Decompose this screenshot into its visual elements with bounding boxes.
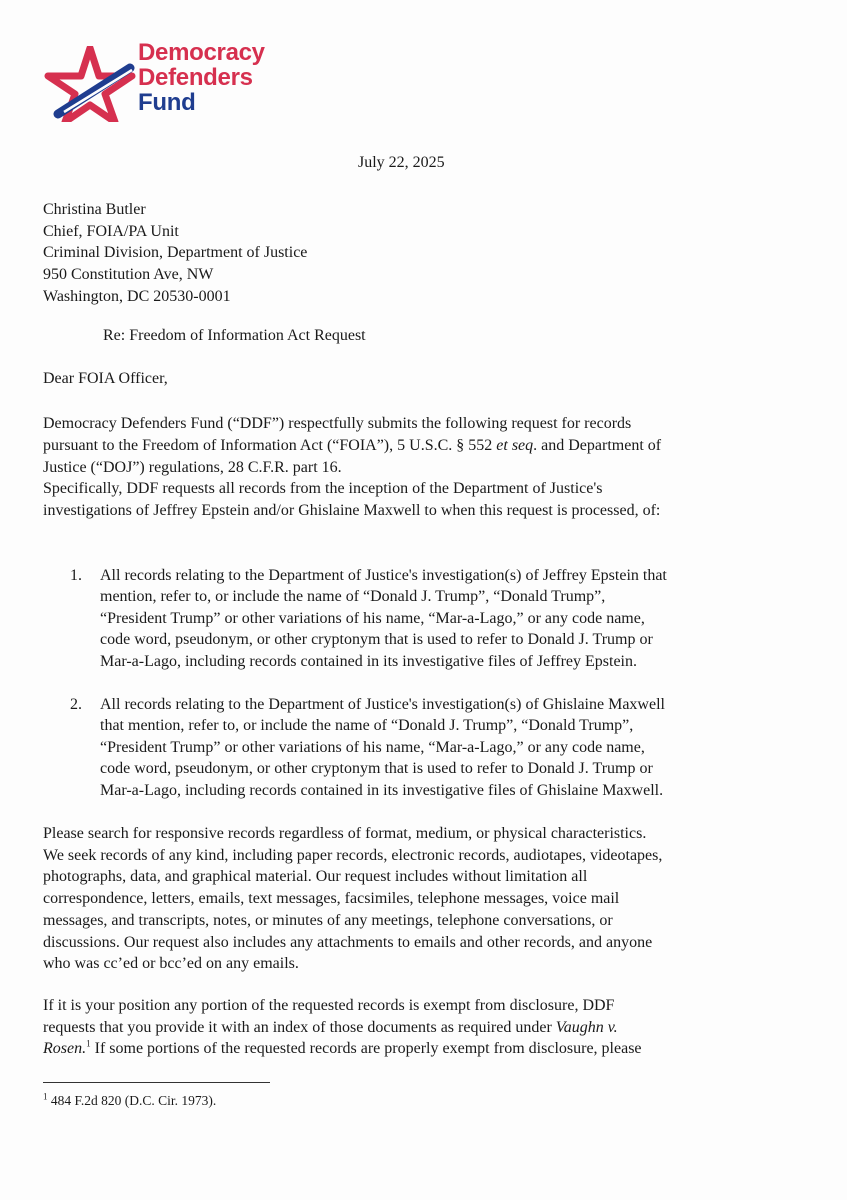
intro-line-3: Justice (“DOJ”) regulations, 28 C.F.R. part 16. bbox=[43, 459, 342, 476]
logo-wordmark bbox=[138, 40, 265, 115]
list-item-text: All records relating to the Department of Justice's investigation(s) of Ghislaine Maxwell that mention, refer to, or include the name of “Donald J. Trump”, “Donald Trump”, “President Trump” or other variations of his name, “Mar-a-Lago,” or any code name, code word, pseudonym, or other cryptonym that is used to refer to Donald J. Trump or Mar-a-Lago, including records contained in its investigative files of Ghislaine Maxwell. bbox=[100, 696, 665, 799]
star-logo-icon bbox=[44, 46, 136, 122]
logo-line-2: Defenders bbox=[138, 64, 253, 91]
list-item-text: All records relating to the Department of Justice's investigation(s) of Jeffrey Epstein that mention, refer to, or include the name of “Donald J. Trump”, “Donald Trump”, “President Trump” or other variations of his name, “Mar-a-Lago,” or any code name, code word, pseudonym, or other cryptonym that is used to refer to Donald J. Trump or Mar-a-Lago, including records contained in its investigative files of Jeffrey Epstein. bbox=[100, 567, 667, 670]
specific-line-2: investigations of Jeffrey Epstein and/or Ghislaine Maxwell to when this request is processed, of: bbox=[43, 502, 661, 519]
logo-line-3: Fund bbox=[138, 89, 196, 116]
recipient-street: 950 Constitution Ave, NW bbox=[43, 266, 214, 284]
letter-date: July 22, 2025 bbox=[358, 154, 445, 171]
recipient-city: Washington, DC 20530-0001 bbox=[43, 287, 231, 305]
footnote-ref: 1 bbox=[86, 1039, 91, 1050]
footnote-divider bbox=[43, 1082, 270, 1083]
specific-line-1: Specifically, DDF requests all records from the inception of the Department of Justice's bbox=[43, 480, 603, 497]
recipient-title: Chief, FOIA/PA Unit bbox=[43, 222, 179, 240]
recipient-division: Criminal Division, Department of Justice bbox=[43, 244, 308, 262]
logo-line-1: Democracy bbox=[138, 39, 265, 66]
salutation: Dear FOIA Officer, bbox=[43, 370, 168, 387]
intro-line-1: Democracy Defenders Fund (“DDF”) respectfully submits the following request for records bbox=[43, 415, 632, 432]
list-number: 1. bbox=[70, 567, 82, 584]
footnote bbox=[43, 1093, 216, 1109]
exemption-line-3: Rosen.$^1$ If some portions of the requested records are properly exempt from disclosure, please bbox=[43, 1039, 642, 1058]
footnote-mark: 1 bbox=[43, 1091, 48, 1102]
exemption-line-2: requests that you provide it with an index of those documents as required under Vaughn v. bbox=[43, 1018, 618, 1036]
intro-paragraph bbox=[43, 413, 773, 479]
recipient-address bbox=[43, 199, 307, 308]
intro-line-2: pursuant to the Freedom of Information Act (“FOIA”), 5 U.S.C. § 552 et seq. and Department of bbox=[43, 437, 662, 454]
recipient-name: Christina Butler bbox=[43, 201, 146, 218]
specific-paragraph bbox=[43, 478, 773, 522]
footnote-text: 484 F.2d 820 (D.C. Cir. 1973). bbox=[47, 1093, 217, 1108]
exemption-paragraph bbox=[43, 995, 773, 1060]
list-number: 2. bbox=[70, 696, 82, 713]
search-paragraph: Please search for responsive records regardless of format, medium, or physical characteristics. We seek records of any kind, including paper records, electronic records, audiotapes, videotapes, photographs, data, and graphical material. Our request includes without limitation all correspondence, letters, emails, text messages, facsimiles, telephone messages, voice mail messages, and transcripts, notes, or minutes of any meetings, telephone conversations, or discussions. Our request also includes any attachments to emails and other records, and anyone who was cc’ed or bcc’ed on any emails. bbox=[43, 825, 663, 973]
subject-line: Re: Freedom of Information Act Request bbox=[103, 327, 366, 344]
ddf-logo bbox=[44, 40, 304, 126]
exemption-line-1: If it is your position any portion of the requested records is exempt from disclosure, DDF bbox=[43, 997, 615, 1014]
